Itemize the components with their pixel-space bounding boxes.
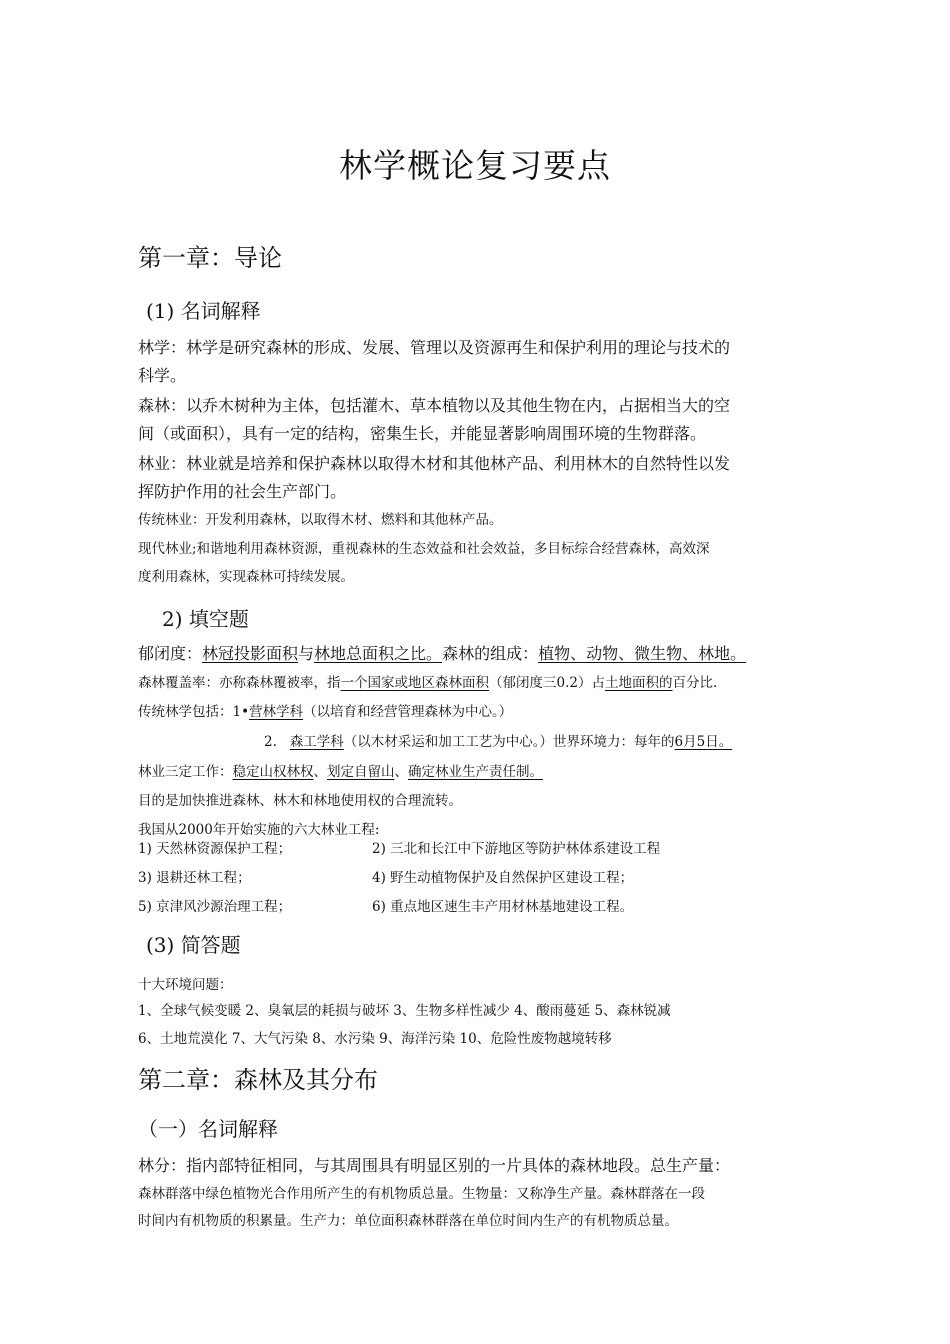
text: 2.	[264, 734, 277, 750]
blank-answer: 稳定山权林权	[232, 764, 314, 780]
blank-answer: 林冠投影面积	[202, 644, 299, 663]
blank-answer: 土地面积的	[604, 675, 673, 691]
env-problems-line-1: 1、全球气候变暖 2、臭氧层的耗损与破坏 3、生物多样性减少 4、酸雨蔓延 5、森林锐减	[138, 1003, 671, 1019]
fill-line-5	[138, 759, 543, 786]
fill-line-2	[138, 670, 717, 697]
def-linxue-line-1: 林学：林学是研究森林的形成、发展、管理以及资源再生和保护利用的理论与技术的	[138, 338, 731, 357]
def-xiandai-line-2: 度利用森林，实现森林可持续发展。	[138, 569, 354, 585]
project-item: 1) 天然林资源保护工程；	[138, 841, 292, 857]
def-xiandai-line-1: 现代林业;和谐地利用森林资源，重视森林的生态效益和社会效益，多目标综合经营森林，高效深	[138, 541, 710, 557]
def-linye-line-1: 林业：林业就是培养和保护森林以取得木材和其他林产品、利用林木的自然特性以发	[138, 454, 731, 473]
def-linxue-line-2: 科学。	[138, 366, 187, 385]
blank-answer: 森工学科	[289, 734, 344, 750]
blank-answer: 林地总面积之比。	[314, 644, 443, 663]
project-item: 4) 野生动植物保护及自然保护区建设工程；	[372, 870, 634, 886]
text: 森林的组成：	[442, 644, 539, 663]
blank-answer: 确定林业生产责任制。	[408, 764, 543, 780]
blank-answer: 营林学科	[249, 704, 304, 720]
project-item: 5) 京津风沙源治理工程；	[138, 899, 292, 915]
ch2-definition-line-1: 林分：指内部特征相同，与其周围具有明显区别的一片具体的森林地段。总生产量：	[138, 1156, 731, 1175]
text: （以木材采运和加工工艺为中心。）世界环境力：每年的	[343, 734, 675, 750]
blank-answer: 6月5日。	[674, 734, 733, 750]
def-senlin-line-1: 森林：以乔木树种为主体，包括灌木、草本植物以及其他生物在内，占据相当大的空	[138, 396, 731, 415]
blank-answer: 植物、动物、微生物、林地。	[538, 644, 747, 663]
ch1-section-3-heading: (3) 简答题	[146, 933, 241, 957]
ch2-definition-line-3: 时间内有机物质的积累量。生产力：单位面积森林群落在单位时间内生产的有机物质总量。	[138, 1213, 678, 1229]
project-item: 6) 重点地区速生丰产用材林基地建设工程。	[372, 899, 634, 915]
ch2-definition-line-2: 森林群落中绿色植物光合作用所产生的有机物质总量。生物量：又称净生产量。森林群落在一段	[138, 1186, 705, 1202]
chapter-2-heading: 第二章：森林及其分布	[138, 1066, 378, 1094]
projects-intro: 我国从2000年开始实施的六大林业工程:	[138, 822, 380, 838]
fill-line-1	[138, 640, 746, 668]
ch1-section-1-heading: (1) 名词解释	[146, 299, 261, 323]
fill-line-4	[264, 729, 732, 756]
document-title: 林学概论复习要点	[339, 146, 611, 185]
def-chuantong-linye: 传统林业：开发利用森林，以取得木材、燃料和其他林产品。	[138, 512, 503, 528]
def-linye-line-2: 挥防护作用的社会生产部门。	[138, 482, 347, 501]
text: （以培育和经营管理森林为中心。）	[303, 704, 513, 720]
blank-answer: 划定自留山	[327, 764, 395, 780]
text: 、	[313, 764, 327, 780]
text: 传统林学包括：1•	[138, 704, 250, 720]
chapter-1-heading: 第一章：导论	[138, 244, 282, 272]
fill-line-6: 目的是加快推进森林、林木和林地使用权的合理流转。	[138, 793, 462, 809]
fill-line-3	[138, 699, 512, 726]
ch2-section-1-heading: （一）名词解释	[138, 1117, 278, 1141]
text: 与	[298, 644, 315, 663]
project-item: 3) 退耕还林工程；	[138, 870, 251, 886]
env-problems-heading: 十大环境问题：	[138, 977, 233, 993]
text: 百分比.	[672, 675, 718, 691]
text: 林业三定工作：	[138, 764, 233, 780]
text: 森林覆盖率：亦称森林覆被率，指	[138, 675, 341, 691]
blank-answer: 一个国家或地区森林面积	[340, 675, 489, 691]
text: 、	[394, 764, 408, 780]
env-problems-line-2: 6、土地荒漠化 7、大气污染 8、水污染 9、海洋污染 10、危险性废物越境转移	[138, 1031, 612, 1047]
text: 郁闭度：	[138, 644, 203, 663]
ch1-section-2-heading: 2) 填空题	[162, 607, 249, 631]
def-senlin-line-2: 间（或面积），具有一定的结构，密集生长，并能显著影响周围环境的生物群落。	[138, 424, 707, 443]
project-item: 2) 三北和长江中下游地区等防护林体系建设工程	[372, 841, 661, 857]
text: （郁闭度三0.2）占	[489, 675, 605, 691]
